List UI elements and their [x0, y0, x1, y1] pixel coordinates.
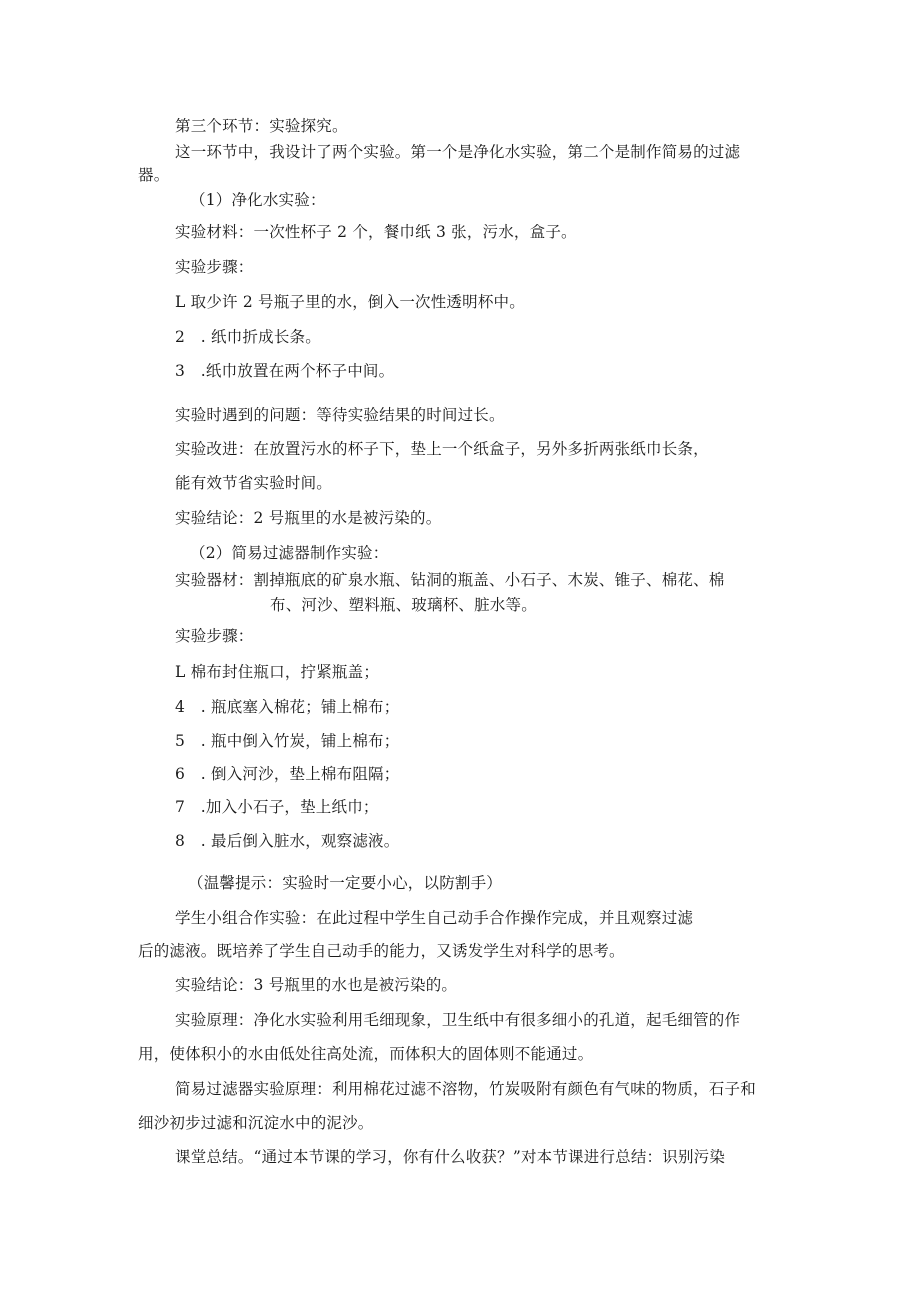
equipment-line-2: 布、河沙、塑料瓶、玻璃杯、脏水等。 — [270, 596, 537, 614]
safety-tip: （温馨提示：实验时一定要小心，以防割手） — [188, 874, 503, 892]
step-item: 6 . 倒入河沙，垫上棉布阻隔； — [175, 765, 400, 783]
conclusion-line-2: 实验结论：3 号瓶里的水也是被污染的。 — [175, 976, 458, 994]
improvement-line-1: 实验改进：在放置污水的杯子下，垫上一个纸盒子，另外多折两张纸巾长条， — [175, 440, 709, 458]
step-item: 7 .加入小石子，垫上纸巾； — [175, 798, 379, 816]
subheading-water-purification: （1）净化水实验： — [190, 191, 326, 209]
lesson-summary-line: 课堂总结。“通过本节课的学习，你有什么收获？”对本节课进行总结：识别污染 — [175, 1148, 726, 1166]
materials-line: 实验材料：一次性杯子 2 个，餐巾纸 3 张，污水，盒子。 — [175, 223, 577, 241]
group-experiment-line-2: 后的滤液。既培养了学生自己动手的能力，又诱发学生对科学的思考。 — [138, 942, 625, 960]
step-item: 5 . 瓶中倒入竹炭，铺上棉布； — [175, 732, 400, 750]
step-item: 3 .纸巾放置在两个杯子中间。 — [175, 362, 395, 380]
filter-principle-line-1: 简易过滤器实验原理：利用棉花过滤不溶物，竹炭吸附有颜色有气味的物质，石子和 — [175, 1080, 756, 1098]
filter-principle-line-2: 细沙初步过滤和沉淀水中的泥沙。 — [138, 1114, 374, 1132]
step-item: 4 . 瓶底塞入棉花；铺上棉布； — [175, 698, 400, 716]
conclusion-line-1: 实验结论：2 号瓶里的水是被污染的。 — [175, 509, 442, 527]
step-item: L 取少许 2 号瓶子里的水，倒入一次性透明杯中。 — [175, 293, 525, 311]
step-item: 8 . 最后倒入脏水，观察滤液。 — [175, 832, 400, 850]
section-heading-experiment: 第三个环节：实验探究。 — [175, 117, 348, 135]
principle-line-2: 用，使体积小的水由低处往高处流，而体积大的固体则不能通过。 — [138, 1045, 594, 1063]
step-item: 2 . 纸巾折成长条。 — [175, 328, 321, 346]
group-experiment-line-1: 学生小组合作实验：在此过程中学生自己动手合作操作完成，并且观察过滤 — [175, 909, 694, 927]
principle-line-1: 实验原理：净化水实验利用毛细现象，卫生纸中有很多细小的孔道，起毛细管的作 — [175, 1011, 741, 1029]
subheading-simple-filter: （2）简易过滤器制作实验： — [190, 544, 389, 562]
step-item: L 棉布封住瓶口，拧紧瓶盖； — [175, 663, 380, 681]
equipment-line-1: 实验器材：割掉瓶底的矿泉水瓶、钻洞的瓶盖、小石子、木炭、锥子、棉花、棉 — [175, 571, 725, 589]
steps-label-2: 实验步骤： — [175, 627, 254, 645]
improvement-line-2: 能有效节省实验时间。 — [175, 474, 333, 492]
problem-line: 实验时遇到的问题：等待实验结果的时间过长。 — [175, 406, 505, 424]
intro-paragraph-line-2: 器。 — [138, 166, 170, 184]
steps-label-1: 实验步骤： — [175, 258, 254, 276]
intro-paragraph-line-1: 这一环节中，我设计了两个实验。第一个是净化水实验，第二个是制作简易的过滤 — [175, 143, 741, 161]
